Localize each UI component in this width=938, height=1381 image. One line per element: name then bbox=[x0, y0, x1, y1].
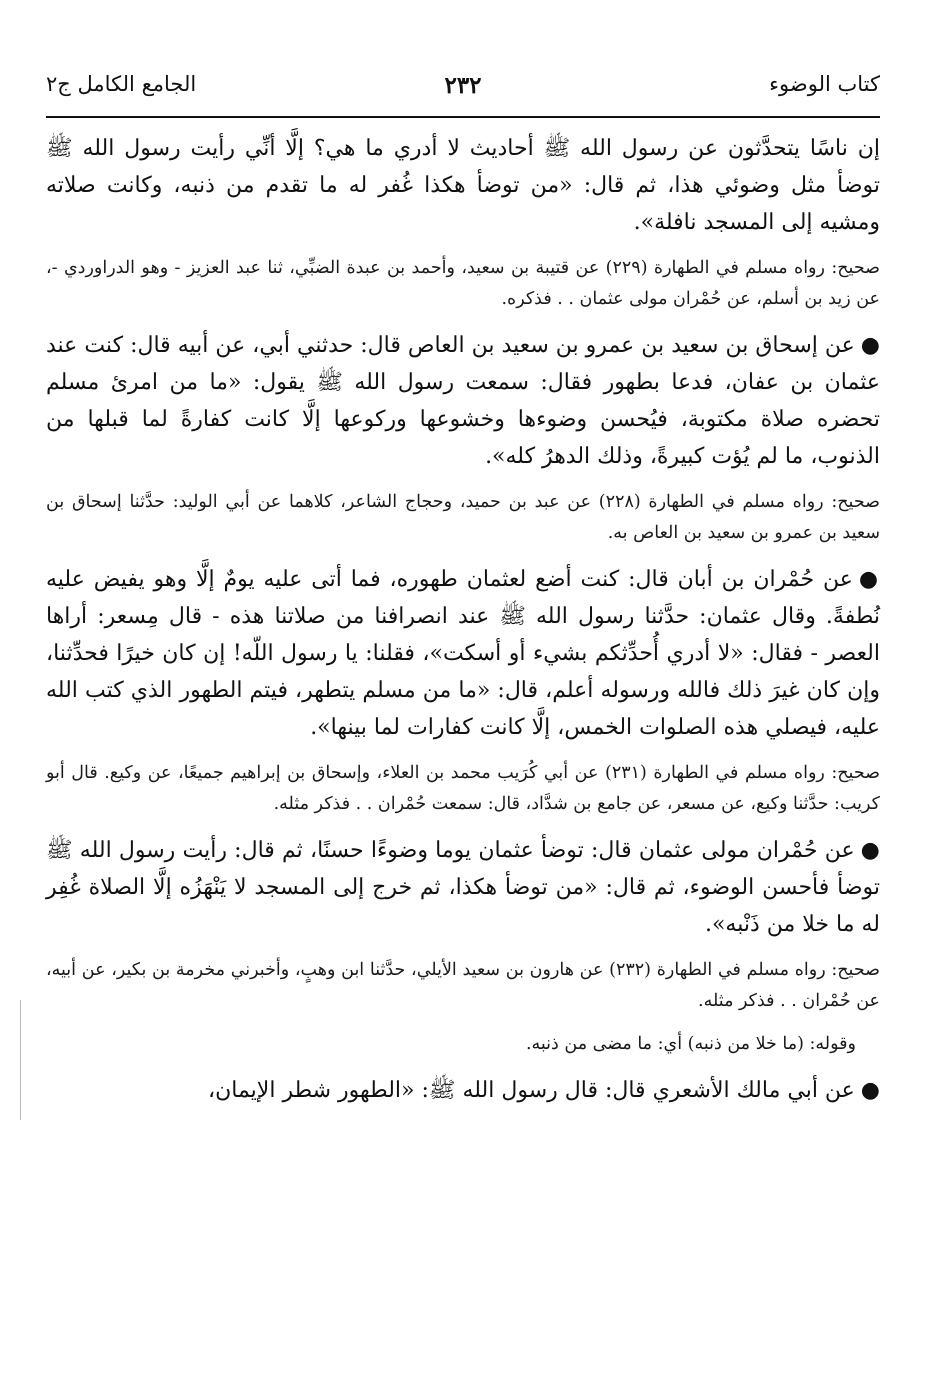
takhrij-note bbox=[46, 758, 880, 820]
page-header bbox=[46, 62, 880, 110]
hadith-paragraph bbox=[46, 1072, 880, 1109]
takhrij-note bbox=[46, 487, 880, 549]
bullet-icon: ● bbox=[858, 566, 880, 592]
page-body bbox=[46, 130, 880, 1109]
bullet-icon: ● bbox=[860, 332, 880, 358]
takhrij-note bbox=[46, 1029, 880, 1060]
paragraph-text: صحيح: رواه مسلم في الطهارة (٢٣٢) عن هارون بن سعيد الأيلي، حدَّثنا ابن وهبٍ، وأخبرني مخرمة بن بكير، عن أبيه، عن حُمْران . . فذكر مثله. bbox=[46, 960, 880, 1011]
header-divider bbox=[46, 116, 880, 118]
paragraph-text: صحيح: رواه مسلم في الطهارة (٢٢٨) عن عبد بن حميد، وحجاج الشاعر، كلاهما عن أبي الوليد: حدَّثنا إسحاق بن سعيد بن عمرو بن سعيد بن العاص به. bbox=[46, 492, 880, 543]
hadith-paragraph bbox=[46, 327, 880, 475]
paragraph-text: عن أبي مالك الأشعري قال: قال رسول الله ﷺ: «الطهور شطر الإيمان، bbox=[207, 1078, 855, 1103]
paragraph-text: صحيح: رواه مسلم في الطهارة (٢٢٩) عن قتيبة بن سعيد، وأحمد بن عبدة الضبِّي، ثنا عبد العزيز - وهو الدراوردي -، عن زيد بن أسلم، عن حُمْران مولى عثمان . . فذكره. bbox=[46, 258, 880, 309]
hadith-paragraph bbox=[46, 130, 880, 241]
hadith-paragraph bbox=[46, 561, 880, 746]
paragraph-text: إن ناسًا يتحدَّثون عن رسول الله ﷺ أحاديث لا أدري ما هي؟ إلَّا أنِّي رأيت رسول الله ﷺ توضأ مثل وضوئي هذا، ثم قال: «من توضأ هكذا غُفر له ما تقدم من ذنبه، وكانت صلاته ومشيه إلى المسجد نافلة». bbox=[46, 136, 880, 235]
margin-mark bbox=[20, 1000, 21, 1120]
book-title: الجامع الكامل ج٢ bbox=[46, 72, 197, 96]
paragraph-text: صحيح: رواه مسلم في الطهارة (٢٣١) عن أبي كُرَيب محمد بن العلاء، وإسحاق بن إبراهيم جميعًا، عن وكيع. قال أبو كريب: حدَّثنا وكيع، عن مسعر، عن جامع بن شدَّاد، قال: سمعت حُمْران . . فذكر مثله. bbox=[46, 763, 880, 814]
paragraph-text: عن حُمْران مولى عثمان قال: توضأ عثمان يوما وضوءًا حسنًا، ثم قال: رأيت رسول الله ﷺ توضأ فأحسن الوضوء، ثم قال: «من توضأ هكذا، ثم خرج إلى المسجد لا يَنْهَزُه إلَّا الصلاة غُفِر له ما خلا من ذَنْبه». bbox=[46, 838, 880, 937]
takhrij-note bbox=[46, 955, 880, 1017]
paragraph-text: وقوله: (ما خلا من ذنبه) أي: ما مضى من ذنبه. bbox=[525, 1034, 856, 1054]
hadith-paragraph bbox=[46, 832, 880, 943]
paragraph-text: عن حُمْران بن أبان قال: كنت أضع لعثمان طهوره، فما أتى عليه يومٌ إلَّا وهو يفيض عليه نُطفةً. وقال عثمان: حدَّثنا رسول الله ﷺ عند انصرافنا من صلاتنا هذه - قال مِسعر: أراها العصر - فقال: «لا أدري أُحدِّثكم بشيء أو أسكت»، فقلنا: يا رسول اللّه! إن كان خيرًا فحدِّثنا، وإن كان غيرَ ذلك فالله ورسوله أعلم، قال: «ما من مسلم يتطهر، فيتم الطهور الذي كتب الله عليه، فيصلي هذه الصلوات الخمس، إلَّا كانت كفارات لما بينها». bbox=[46, 567, 880, 740]
takhrij-note bbox=[46, 253, 880, 315]
chapter-title: كتاب الوضوء bbox=[769, 72, 880, 96]
bullet-icon: ● bbox=[860, 837, 880, 863]
page-number: ٢٣٢ bbox=[444, 72, 482, 99]
paragraph-text: عن إسحاق بن سعيد بن عمرو بن سعيد بن العاص قال: حدثني أبي، عن أبيه قال: كنت عند عثمان بن عفان، فدعا بطهور فقال: سمعت رسول الله ﷺ يقول: «ما من امرئ مسلم تحضره صلاة مكتوبة، فيُحسن وضوءها وخشوعها وركوعها إلَّا كانت كفارةً لما قبلها من الذنوب، ما لم يُؤت كبيرةً، وذلك الدهرُ كله». bbox=[46, 333, 880, 469]
bullet-icon: ● bbox=[860, 1077, 880, 1103]
